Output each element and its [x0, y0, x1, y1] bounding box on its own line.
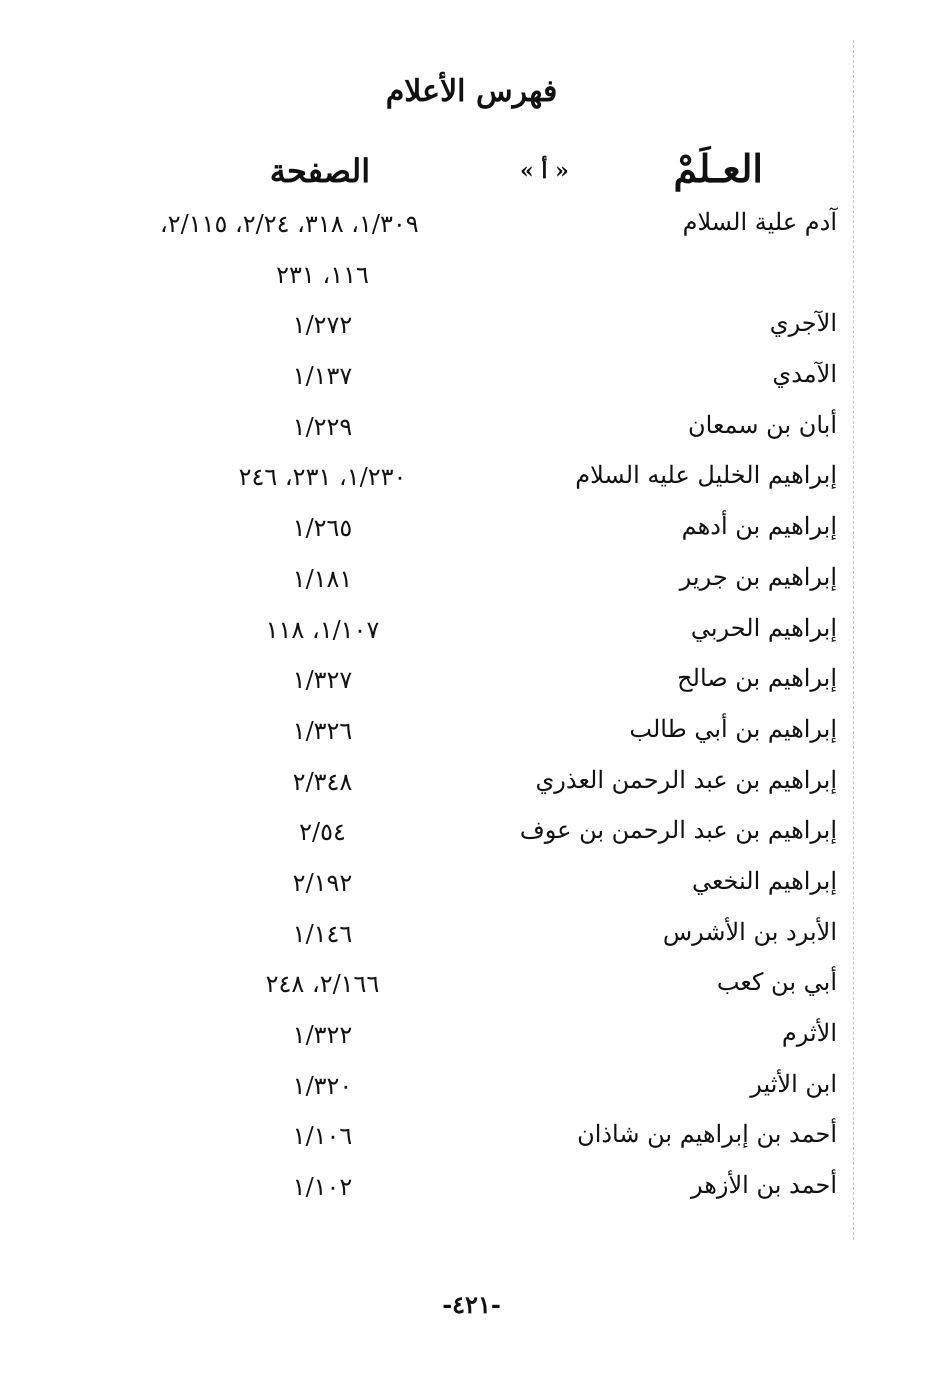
entry-pages: ١/١٨١	[292, 564, 353, 593]
entry-pages: ١/١٤٦	[292, 919, 353, 948]
entry-pages: ٢/١٩٢	[292, 868, 353, 897]
page-title: فهرس الأعلام	[385, 74, 558, 109]
index-entry	[0, 204, 943, 255]
entry-pages: ١/٣٢٦	[292, 716, 353, 745]
index-entry	[0, 610, 943, 661]
name-column-heading: العـلَمْ	[673, 146, 763, 191]
entry-name: إبراهيم بن عبد الرحمن العذري	[535, 765, 837, 794]
index-entry	[0, 1167, 943, 1218]
entry-pages: ١/٣٢٢	[292, 1021, 353, 1049]
entry-name: أحمد بن الأزهر	[690, 1171, 837, 1200]
entry-name: إبراهيم الخليل عليه السلام	[575, 461, 837, 490]
entry-name: إبراهيم بن جرير	[679, 562, 837, 591]
index-entry	[0, 660, 943, 711]
index-entry	[0, 559, 943, 610]
index-entry	[0, 1116, 943, 1167]
entry-name: إبراهيم النخعي	[691, 866, 837, 895]
entry-pages: ١/٣٢٠	[292, 1071, 353, 1100]
index-entry	[0, 508, 943, 559]
entry-pages: ١/١٠٢	[292, 1173, 353, 1202]
index-entry	[0, 356, 943, 407]
entry-pages: ١/٣٠٩، ٣١٨، ٢/٢٤، ٢/١١٥،	[160, 210, 419, 238]
entry-pages: ٢/١٦٦، ٢٤٨	[265, 970, 380, 999]
entry-name: أبي بن كعب	[716, 968, 837, 997]
index-entry	[0, 964, 943, 1015]
entry-name: الأثرم	[781, 1019, 837, 1047]
entry-pages: ١/٢٢٩	[292, 412, 353, 441]
index-entries-list	[0, 204, 943, 1218]
entry-name: أحمد بن إبراهيم بن شاذان	[577, 1120, 837, 1149]
entry-name: إبراهيم بن أدهم	[681, 512, 837, 541]
entry-pages: ١/٢٦٥	[292, 514, 353, 543]
entry-pages: ١/٢٧٢	[292, 311, 353, 340]
entry-name: إبراهيم بن عبد الرحمن بن عوف	[519, 816, 837, 845]
index-entry	[0, 914, 943, 965]
entry-name: الأبرد بن الأشرس	[662, 917, 837, 946]
entry-pages: ١/٣٢٧	[292, 666, 353, 695]
entry-pages: ٢/٣٤٨	[292, 767, 353, 796]
entry-name: آدم علية السلام	[682, 208, 837, 236]
entry-pages: ١/١٣٧	[292, 362, 353, 391]
entry-name: الآمدي	[772, 360, 837, 389]
entry-name: أبان بن سمعان	[688, 410, 837, 439]
index-entry	[0, 711, 943, 762]
entry-name: الآجري	[769, 309, 837, 338]
entry-name: إبراهيم بن صالح	[677, 664, 837, 693]
letter-heading: « أ »	[520, 158, 569, 184]
index-entry	[0, 863, 943, 914]
index-entry	[0, 305, 943, 356]
index-entry	[0, 457, 943, 508]
index-entry	[0, 762, 943, 813]
page-number: -٤٢١-	[442, 1290, 501, 1319]
entry-name: إبراهيم بن أبي طالب	[629, 714, 837, 743]
index-entry	[0, 812, 943, 863]
entry-pages: ١١٦، ٢٣١	[276, 260, 369, 289]
entry-pages: ٢/٥٤	[299, 818, 346, 847]
entry-name: إبراهيم الحربي	[690, 613, 837, 642]
entry-name: ابن الأثير	[750, 1069, 837, 1098]
page-column-heading: الصفحة	[269, 152, 371, 190]
entry-pages: ١/٢٣٠، ٢٣١، ٢٤٦	[238, 463, 407, 492]
entry-pages: ١/١٠٧، ١١٨	[265, 615, 380, 644]
index-entry	[0, 1066, 943, 1117]
entry-pages: ١/١٠٦	[292, 1122, 353, 1151]
index-entry	[0, 255, 943, 306]
index-entry	[0, 1015, 943, 1066]
index-entry	[0, 407, 943, 458]
